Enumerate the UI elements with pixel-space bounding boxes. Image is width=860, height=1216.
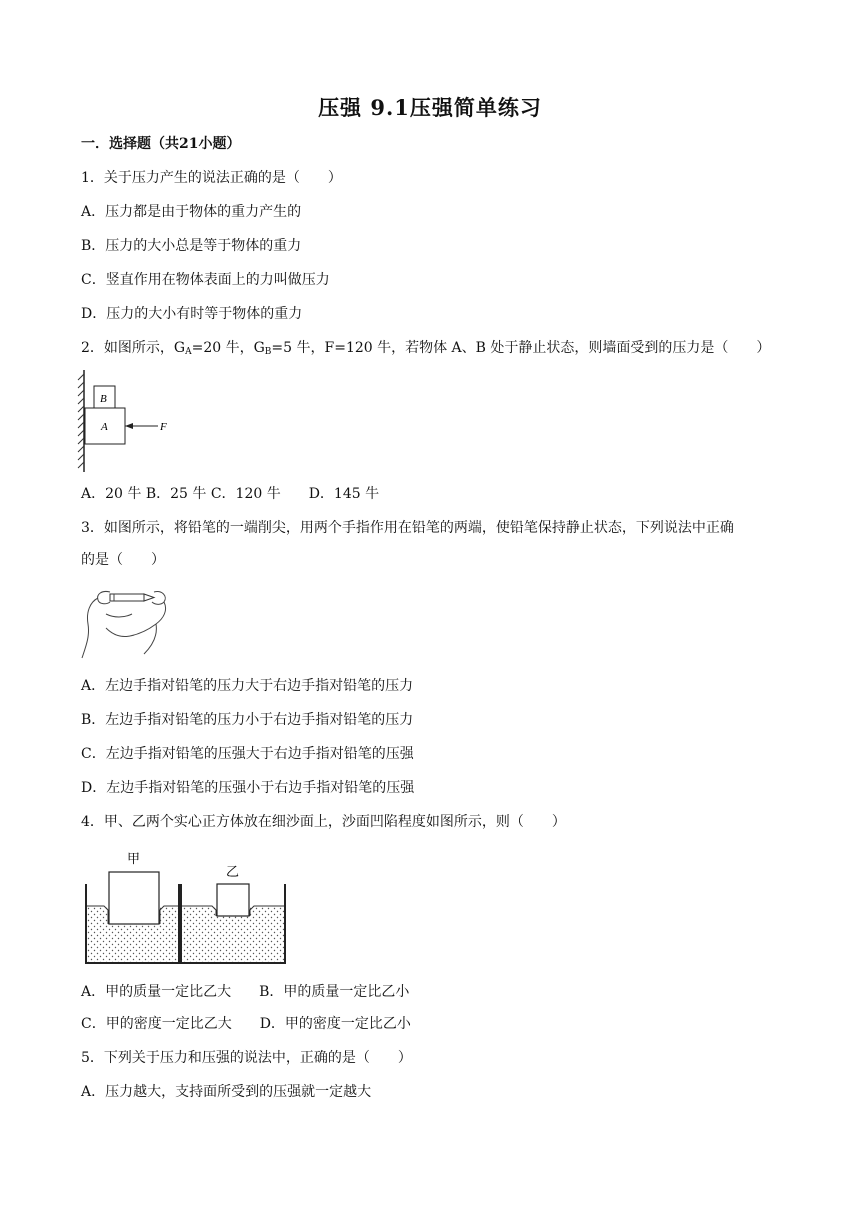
q4-stem: 4．甲、乙两个实心正方体放在细沙面上，沙面凹陷程度如图所示，则（ ） xyxy=(81,814,566,830)
q1-option-d: D．压力的大小有时等于物体的重力 xyxy=(81,306,303,322)
q3-option-c: C．左边手指对铅笔的压强大于右边手指对铅笔的压强 xyxy=(81,746,414,762)
q3-stem-line1: 3．如图所示，将铅笔的一端削尖，用两个手指作用在铅笔的两端，使铅笔保持静止状态，下列说法中正确 xyxy=(81,520,734,536)
q4-figure xyxy=(78,844,292,966)
block-a-label: A xyxy=(101,421,108,433)
q3-stem-line2: 的是（ ） xyxy=(81,552,165,568)
block-jia-label: 甲 xyxy=(127,852,141,867)
q2-options: A．20 牛 B．25 牛 C．120 牛 D．145 牛 xyxy=(81,486,380,502)
q5-stem: 5．下列关于压力和压强的说法中，正确的是（ ） xyxy=(81,1050,412,1066)
block-yi xyxy=(217,884,249,916)
section-heading: 一．选择题（共21小题） xyxy=(81,136,241,152)
q3-figure xyxy=(80,584,172,662)
hand-sketch xyxy=(82,591,166,658)
q2-stem: 2．如图所示，$G_A=20$ 牛，$G_B=5$ 牛，F=120 牛，若物体 A、B 处于静止状态，则墙面受到的压力是（ ） xyxy=(81,340,771,357)
q1-option-b: B．压力的大小总是等于物体的重力 xyxy=(81,238,302,254)
q1-stem: 1．关于压力产生的说法正确的是（ ） xyxy=(81,170,342,186)
block-jia xyxy=(109,872,159,924)
q3-option-a: A．左边手指对铅笔的压力大于右边手指对铅笔的压力 xyxy=(81,678,414,694)
q1-option-a: A．压力都是由于物体的重力产生的 xyxy=(81,204,302,220)
q1-option-c: C．竖直作用在物体表面上的力叫做压力 xyxy=(81,272,330,288)
block-b-label: B xyxy=(100,393,107,405)
q5-option-a: A．压力越大，支持面所受到的压强就一定越大 xyxy=(81,1084,372,1100)
force-arrowhead xyxy=(125,423,133,429)
q3-option-d: D．左边手指对铅笔的压强小于右边手指对铅笔的压强 xyxy=(81,780,415,796)
q3-option-b: B．左边手指对铅笔的压力小于右边手指对铅笔的压力 xyxy=(81,712,414,728)
q4-options-ab: A．甲的质量一定比乙大 B．甲的质量一定比乙小 xyxy=(81,984,410,1000)
wall-hatching xyxy=(78,374,84,468)
q4-options-cd: C．甲的密度一定比乙大 D．甲的密度一定比乙小 xyxy=(81,1016,411,1032)
block-yi-label: 乙 xyxy=(226,865,240,880)
q2-figure xyxy=(76,368,186,474)
force-label: F xyxy=(160,421,167,433)
page-title: 压强 9.1压强简单练习 xyxy=(318,95,542,120)
